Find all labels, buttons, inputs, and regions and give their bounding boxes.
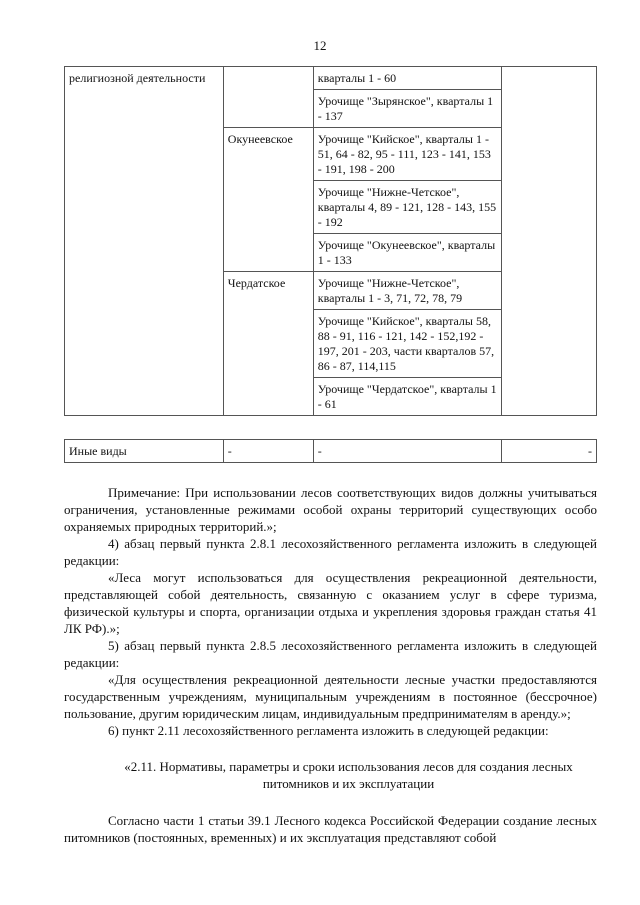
table-cell-other-label: Иные виды	[65, 440, 224, 463]
quote-5-paragraph: «Для осуществления рекреационной деятельности лесные участки предоставляются государственным учреждениям, муниципальным учреждениям в постоянное (бессрочное) пользование, другим юридическим лицам, индивидуальным предпринимателям в аренду.»;	[64, 672, 597, 721]
table-cell-other-dash: -	[223, 440, 313, 463]
other-types-row-table	[64, 439, 597, 463]
table-row	[65, 67, 597, 90]
table-cell-tract: Урочище "Нижне-Четское", кварталы 4, 89 - 121, 128 - 143, 155 - 192	[313, 181, 501, 234]
table-cell-district	[223, 67, 313, 128]
table-cell-tract: Урочище "Кийское", кварталы 58, 88 - 91, 116 - 121, 142 - 152,192 - 197, 201 - 203, части кварталов 57, 86 - 87, 114,115	[313, 310, 501, 378]
table-cell-tract: Урочище "Зырянское", кварталы 1 - 137	[313, 90, 501, 128]
table-cell-other-dash: -	[313, 440, 501, 463]
item-4-paragraph: 4) абзац первый пункта 2.8.1 лесохозяйственного регламента изложить в следующей редакции:	[64, 536, 597, 568]
table-cell-district-cherdatskoe: Чердатское	[223, 272, 313, 416]
note-paragraph: Примечание: При использовании лесов соответствующих видов должны учитываться ограничения, установленные режимами особой охраны территорий существующих особо охраняемых природных территорий.»;	[64, 485, 597, 534]
body-text	[64, 484, 597, 846]
forest-use-table	[64, 66, 597, 416]
item-6-paragraph: 6) пункт 2.11 лесохозяйственного регламента изложить в следующей редакции:	[108, 723, 549, 738]
table-cell-tract: Урочище "Нижне-Четское", кварталы 1 - 3, 71, 72, 78, 79	[313, 272, 501, 310]
table-cell-tract: Урочище "Окунеевское", кварталы 1 - 133	[313, 234, 501, 272]
quote-4-paragraph: «Леса могут использоваться для осуществления рекреационной деятельности, представляющей собой деятельность, связанную с оказанием услуг в сфере туризма, физической культуры и спорта, организации отдыха и укрепления здоровья граждан статья 41 ЛК РФ).»;	[64, 570, 597, 636]
table-cell-tract: кварталы 1 - 60	[313, 67, 501, 90]
section-heading-2-11: «2.11. Нормативы, параметры и сроки использования лесов для создания лесных питомников и их эксплуатации	[124, 759, 573, 791]
page-number: 12	[313, 38, 327, 53]
final-paragraph: Согласно части 1 статьи 39.1 Лесного кодекса Российской Федерации создание лесных питомников (постоянных, временных) и их эксплуатация представляют собой	[64, 813, 597, 845]
table-cell-empty	[501, 67, 596, 416]
table-cell-district-okuneevskoe: Окунеевское	[223, 128, 313, 272]
table-cell-tract: Урочище "Чердатское", кварталы 1 - 61	[313, 378, 501, 416]
table-cell-other-dash: -	[501, 440, 596, 463]
table-cell-use-type: религиозной деятельности	[65, 67, 224, 416]
table-row	[65, 440, 597, 463]
item-5-paragraph: 5) абзац первый пункта 2.8.5 лесохозяйственного регламента изложить в следующей редакции:	[64, 638, 597, 670]
table-cell-tract: Урочище "Кийское", кварталы 1 - 51, 64 - 82, 95 - 111, 123 - 141, 153 - 191, 198 - 200	[313, 128, 501, 181]
